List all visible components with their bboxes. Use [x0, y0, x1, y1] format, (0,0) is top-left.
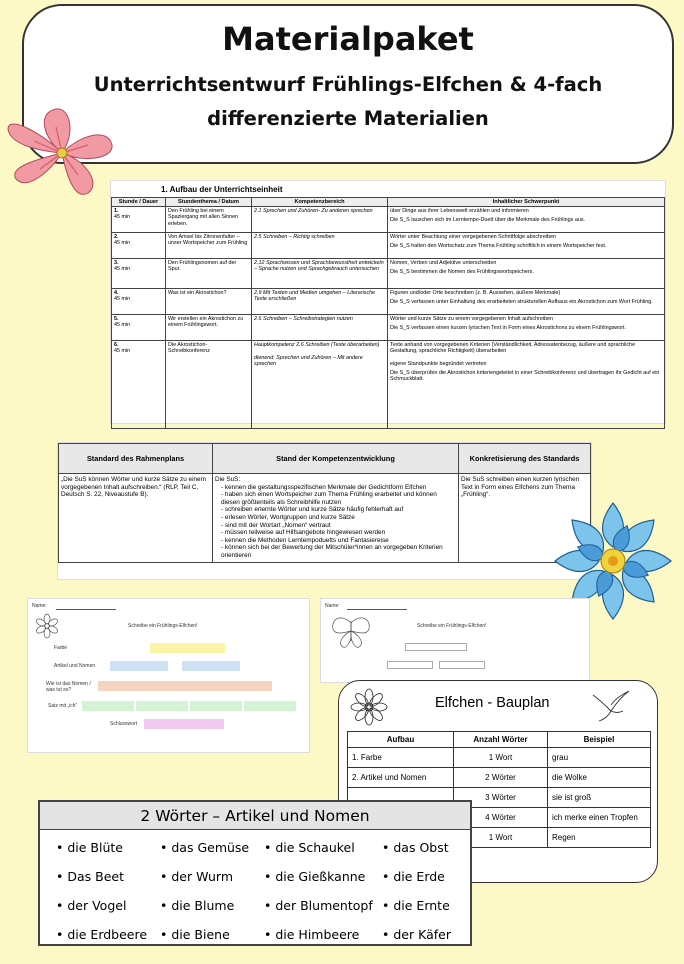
word-card — [38, 800, 472, 946]
list-item: - schreiben erlernte Wörter und kurze Sätze häufig fehlerhaft auf — [221, 506, 456, 514]
answer-box — [439, 661, 485, 669]
word-item: • die Blüte — [56, 833, 160, 862]
lesson-topic: Wir erstellen ein Akrostichon zu einem Frühlingswort. — [166, 315, 252, 341]
table-row — [112, 289, 665, 315]
list-item: - sind mit der Wortart „Nomen“ vertraut — [221, 522, 456, 530]
table-row — [112, 207, 665, 233]
name-label: Name: — [325, 603, 340, 609]
word-count-cell: 4 Wörter — [454, 808, 548, 828]
competence-intro: Die SuS: — [215, 476, 241, 483]
table-row — [112, 259, 665, 289]
word-item: • das Obst — [382, 833, 482, 862]
lesson-plan-heading: 1. Aufbau der Unterrichtseinheit — [161, 185, 283, 194]
answer-box — [405, 643, 467, 651]
list-item: - müssen teilweise auf Hilfsangebote hingewiesen werden — [221, 529, 456, 537]
lesson-number: 6. 45 min — [112, 341, 166, 429]
lesson-plan-sheet — [110, 180, 666, 424]
table-row — [348, 768, 651, 788]
row-label-5: Schlusswort — [110, 721, 137, 727]
col-header: Standard des Rahmenplans — [59, 444, 213, 474]
list-item: - können sich bei der Bewertung der Mitschüler*innen an vorgegeben Kriterien orientieren — [221, 544, 456, 559]
competence-area: 2.12 Sprachwissen und Sprachbewusstheit entwickeln – Sprache nutzen und Sprachgebrauch untersuchen — [252, 259, 388, 289]
lesson-topic: Den Frühlingsnomen auf der Spur. — [166, 259, 252, 289]
col-header: Stand der Kompetenzentwicklung — [213, 444, 459, 474]
answer-box — [387, 661, 433, 669]
focus: Figuren und/oder Orte beschreiben (z. B. Aussehen, äußere Merkmale) Die S_S verfassen unter Einhaltung des erarbeiteten strukturellen Aufbaus ein Akrostichon zum Wort Frühling. — [388, 289, 665, 315]
competence-list — [215, 484, 456, 560]
word-item: • der Vogel — [56, 891, 160, 920]
list-item: - erlesen Wörter, Wortgruppen und kurze Sätze — [221, 514, 456, 522]
word-item: • die Blume — [160, 891, 264, 920]
word-item: • die Ernte — [382, 891, 482, 920]
butterfly-icon — [329, 615, 373, 649]
word-item: • die Himbeere — [264, 920, 382, 949]
focus: Texte anhand von vorgegebenen Kriterien (Verständlichkeit, Adressatenbezug, äußere und sprachliche Gestaltung, sprachliche Richtigkeit) überarbeiten eigene Standpunkte begründet vertreten Die S_S überprüfen die Akrostichon kriteriengeleitet in einer Schreibkonferenz und übertragen ihr Gedicht auf ein Schmuckblatt. — [388, 341, 665, 429]
word-item: • der Käfer — [382, 920, 482, 949]
competence-area: 2.9 Mit Texten und Medien umgehen – Literarische Texte erschließen — [252, 289, 388, 315]
lesson-number: 4. 45 min — [112, 289, 166, 315]
lesson-topic: Den Frühling bei einem Spaziergang mit allen Sinnen erleben. — [166, 207, 252, 233]
pink-blossom-icon — [2, 105, 122, 200]
worksheet-title: Schreibe ein Frühlings-Elfchen! — [417, 623, 487, 629]
table-row — [348, 748, 651, 768]
word-count-cell: 2 Wörter — [454, 768, 548, 788]
col-header: Anzahl Wörter — [454, 732, 548, 748]
desc-bar — [214, 681, 272, 691]
competence-area: Hauptkompetenz 2.6 Schreiben (Texte überarbeiten) dienend: Sprechen und Zuhören – Mit andere sprechen — [252, 341, 388, 429]
focus: Nomen, Verben und Adjektive unterscheiden Die S_S bestimmen die Nomen des Frühlingswortspeichers. — [388, 259, 665, 289]
bauplan-title: Elfchen - Bauplan — [435, 695, 550, 711]
standard-cell: „Die SuS können Wörter und kurze Sätze zu einem vorgegebenen Inhalt aufschreiben.“ (RLP, Teil C, Deutsch S. 22, Niveaustufe B). — [59, 474, 213, 563]
col-header: Inhaltlicher Schwerpunkt — [388, 198, 665, 207]
structure-cell: 1. Farbe — [348, 748, 454, 768]
focus: über Dinge aus ihrer Lebenswelt erzählen und informieren Die S_S tauschen sich im Lerntempo-Duett über die Merkmale des Frühlings aus. — [388, 207, 665, 233]
competence-area: 2.1 Sprechen und Zuhören- Zu anderen sprechen — [252, 207, 388, 233]
col-header: Stunde / Dauer — [112, 198, 166, 207]
worksheet-plain — [320, 598, 590, 683]
word-item: • Das Beet — [56, 862, 160, 891]
final-bar — [144, 719, 224, 729]
table-row — [112, 315, 665, 341]
row-label-1: Farbe — [54, 645, 68, 651]
name-line — [347, 609, 407, 610]
lesson-topic: Was ist ein Akrostichon? — [166, 289, 252, 315]
example-cell: die Wolke — [548, 768, 651, 788]
bird-icon — [591, 687, 631, 723]
word-item: • der Wurm — [160, 862, 264, 891]
lesson-topic: Von Amsel bis Zitronenfalter – unser Wortspeicher zum Frühling — [166, 233, 252, 259]
example-cell: sie ist groß — [548, 788, 651, 808]
word-item: • die Schaukel — [264, 833, 382, 862]
word-item: • die Erde — [382, 862, 482, 891]
lesson-number: 2. 45 min — [112, 233, 166, 259]
row-label-2: Artikel und Nomen — [54, 663, 96, 669]
focus: Wörter und kurze Sätze zu einem vorgegebenen Inhalt aufschreiben Die S_S verfassen einen kurzen lyrischen Text in Form eines Akrostichons zu einem Frühlingswort. — [388, 315, 665, 341]
word-item: • die Biene — [160, 920, 264, 949]
worksheet-title: Schreibe ein Frühlings-Elfchen! — [128, 623, 198, 629]
subtitle-line-1: Unterrichtsentwurf Frühlings-Elfchen & 4-fach — [93, 73, 603, 96]
col-header: Stundenthema / Datum — [166, 198, 252, 207]
word-item: • das Gemüse — [160, 833, 264, 862]
color-bar — [150, 643, 225, 653]
word-count-cell: 1 Wort — [454, 748, 548, 768]
row-label-3: Wie ist das Nomen / was tut es? — [46, 681, 91, 693]
name-label: Name: — [32, 603, 47, 609]
page-title: Materialpaket — [222, 20, 474, 58]
competence-cell — [213, 474, 459, 563]
word-card-title: 2 Wörter – Artikel und Nomen — [40, 802, 470, 830]
focus: Wörter unter Beachtung einer vorgegebenen Schrittfolge abschreiben Die S_S halten den Wortschatz zum Thema Frühling schriftlich in einem Wortspeicher fest. — [388, 233, 665, 259]
example-cell: grau — [548, 748, 651, 768]
competence-area: 2.6 Schreiben – Schreibstrategien nutzen — [252, 315, 388, 341]
sentence-bar — [190, 701, 242, 711]
lesson-number: 1. 45 min — [112, 207, 166, 233]
row-label-4: Satz mit „ich“ — [48, 703, 78, 709]
sentence-bar — [82, 701, 134, 711]
list-item: - haben sich einen Wortspeicher zum Thema Frühling erarbeitet und können diesen größtenteils als Schreibhilfe nutzen — [221, 491, 456, 506]
table-row — [112, 341, 665, 429]
subtitle-line-2: differenzierte Materialien — [207, 107, 489, 130]
structure-cell: 2. Artikel und Nomen — [348, 768, 454, 788]
word-count-cell: 1 Wort — [454, 828, 548, 848]
col-header: Beispiel — [548, 732, 651, 748]
lesson-number: 3. 45 min — [112, 259, 166, 289]
list-item: - kennen die gestaltungsspezifischen Merkmale der Gedichtform Elfchen — [221, 484, 456, 492]
sentence-bar — [136, 701, 188, 711]
standards-table — [58, 443, 591, 563]
col-header: Konkretisierung des Standards — [459, 444, 591, 474]
sentence-bar — [244, 701, 296, 711]
noun-bar — [110, 661, 168, 671]
daisy-icon — [34, 613, 60, 639]
competence-area: 2.5 Schreiben – Richtig schreiben — [252, 233, 388, 259]
standards-sheet — [57, 442, 592, 580]
noun-bar — [182, 661, 240, 671]
list-item: - kennen die Methoden Lerntempoduetts und Fantasiereise — [221, 537, 456, 545]
daisy-icon — [349, 687, 391, 727]
example-cell: Regen — [548, 828, 651, 848]
table-row — [112, 233, 665, 259]
lesson-plan-table — [111, 197, 665, 429]
word-item: • die Gießkanne — [264, 862, 382, 891]
word-item: • der Blumentopf — [264, 891, 382, 920]
worksheet-colored — [27, 598, 310, 753]
word-count-cell: 3 Wörter — [454, 788, 548, 808]
lesson-topic: Die Akrostichon-Schreibkonferenz — [166, 341, 252, 429]
word-item: • die Erdbeere — [56, 920, 160, 949]
example-cell: ich merke einen Tropfen — [548, 808, 651, 828]
concretization-cell: Die SuS schreiben einen kurzen lyrischen Text in Form eines Elfchens zum Thema „Frühling“. — [459, 474, 591, 563]
name-line — [56, 609, 116, 610]
desc-bar — [156, 681, 214, 691]
col-header: Aufbau — [348, 732, 454, 748]
desc-bar — [98, 681, 156, 691]
col-header: Kompetenzbereich — [252, 198, 388, 207]
word-grid — [40, 830, 470, 949]
lesson-number: 5. 45 min — [112, 315, 166, 341]
